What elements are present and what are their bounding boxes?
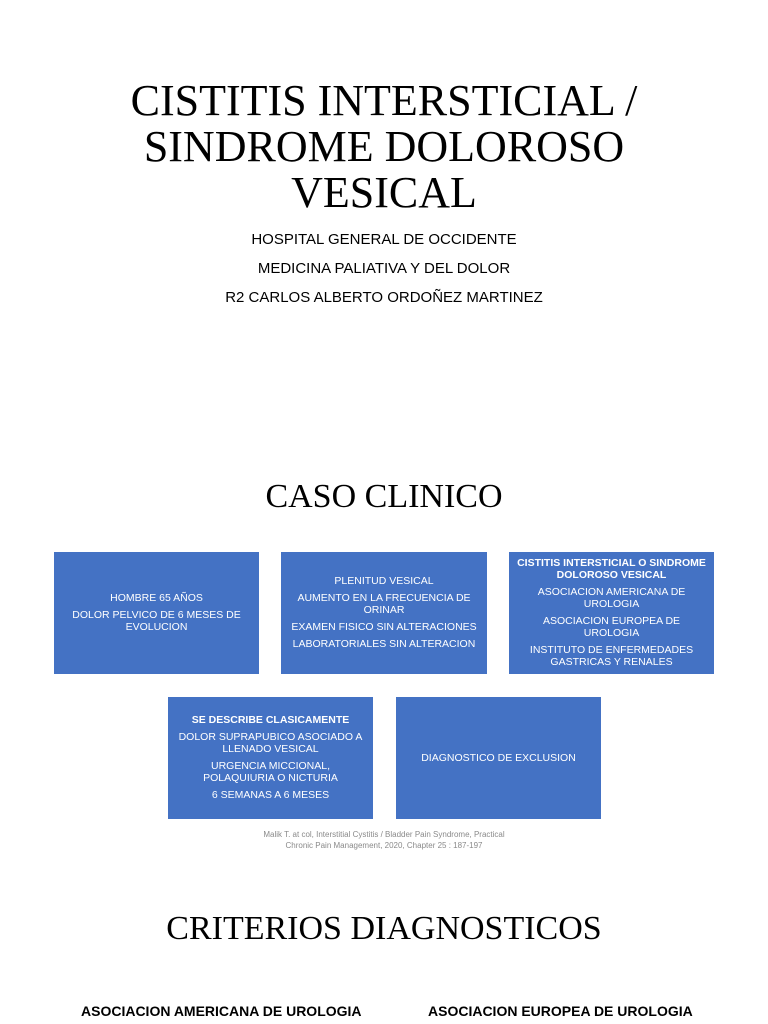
criterio-eau: ASOCIACION EUROPEA DE UROLOGIA [428,1003,693,1019]
box-line: URGENCIA MICCIONAL, POLAQUIURIA O NICTURIA [203,760,338,784]
box-line: DIAGNOSTICO DE EXCLUSION [421,751,576,764]
criterios-heading: CRITERIOS DIAGNOSTICOS [166,910,602,947]
case-box-symptoms [281,552,487,674]
reference-citation: Malik T. at col, Interstitial Cystitis / Bladder Pain Syndrome, Practical Chronic Pain Management, 2020, Chapter 25 : 187-197 [263,830,505,850]
caso-clinico-heading: CASO CLINICO [265,478,503,515]
title-line-3: VESICAL [291,168,477,217]
box-line: ASOCIACION AMERICANA DE UROLOGIA [537,586,686,610]
title-line-1: CISTITIS INTERSTICIAL / [130,76,638,125]
box-line: AUMENTO EN LA FRECUENCIA DE ORINAR [297,592,471,616]
box-line: PLENITUD VESICAL [334,575,434,587]
author-name: R2 CARLOS ALBERTO ORDOÑEZ MARTINEZ [225,289,543,306]
title-line-2: SINDROME DOLOROSO [143,122,625,171]
case-box-diagnosis [396,697,601,819]
department-name: MEDICINA PALIATIVA Y DEL DOLOR [257,260,511,277]
case-box-classic-description [168,697,373,819]
hospital-name: HOSPITAL GENERAL DE OCCIDENTE [251,231,517,248]
box-line: LABORATORIALES SIN ALTERACION [292,638,476,650]
box-line: EXAMEN FISICO SIN ALTERACIONES [291,621,477,633]
case-box-definition [509,552,714,674]
box-line: INSTITUTO DE ENFERMEDADES GASTRICAS Y RENALES [529,644,694,668]
case-box-patient [54,552,259,674]
box-line: 6 SEMANAS A 6 MESES [211,789,330,801]
box-line: DOLOR SUPRAPUBICO ASOCIADO A LLENADO VESICAL [178,731,363,755]
box-line: ASOCIACION EUROPEA DE UROLOGIA [542,615,681,639]
criterio-aua: ASOCIACION AMERICANA DE UROLOGIA [81,1003,362,1019]
box-heading: CISTITIS INTERSTICIAL O SINDROME DOLOROSO VESICAL [517,557,706,581]
box-heading: SE DESCRIBE CLASICAMENTE [191,714,350,726]
box-line: DOLOR PELVICO DE 6 MESES DE EVOLUCION [72,609,241,633]
box-line: HOMBRE 65 AÑOS [110,592,203,604]
